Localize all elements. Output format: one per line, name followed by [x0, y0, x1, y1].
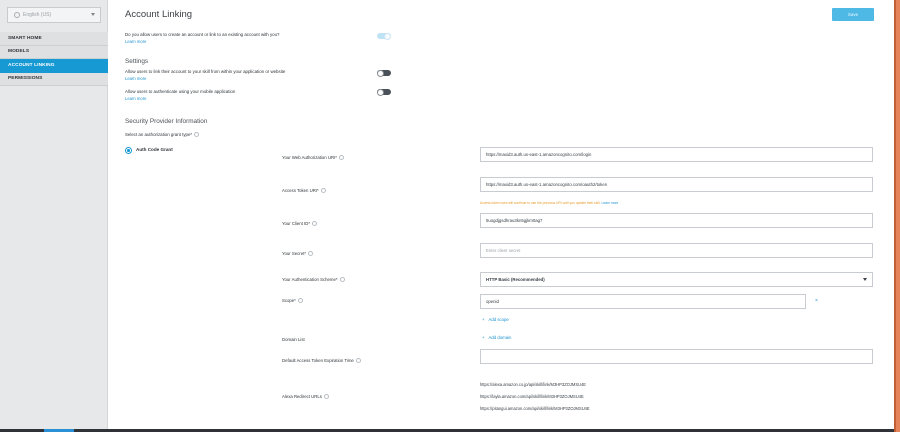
- link-from-app-option: [125, 69, 285, 81]
- expiration-label: [282, 358, 361, 363]
- settings-heading: Settings: [125, 58, 149, 65]
- chevron-down-icon: [91, 13, 95, 16]
- sidebar-item-models[interactable]: [0, 46, 108, 60]
- sidebar-item-label: MODELS: [8, 49, 30, 55]
- redirect-url-item: https://pitangui.amazon.com/api/skill/link/M3HP3ZOJMSU4E: [480, 406, 590, 411]
- window-right-edge: [894, 0, 900, 432]
- page-title: Account Linking: [125, 9, 193, 20]
- token-uri-warning-text: Access token uses will continue to use the previous URI until you update their skill.: [480, 201, 601, 205]
- info-icon[interactable]: [321, 188, 326, 193]
- scope-label-text: Scope*: [282, 298, 296, 303]
- sidebar-item-account-linking[interactable]: [0, 59, 108, 73]
- sidebar-item-permissions[interactable]: [0, 73, 108, 87]
- expiration-input[interactable]: [480, 349, 873, 364]
- client-id-label: [282, 221, 317, 226]
- language-select[interactable]: [7, 7, 101, 23]
- learn-more-link[interactable]: Learn more: [125, 96, 147, 101]
- info-icon[interactable]: [312, 221, 317, 226]
- language-select-value: English (US): [23, 12, 52, 18]
- secret-label: [282, 251, 313, 256]
- sidebar-item-label: ACCOUNT LINKING: [8, 62, 55, 68]
- client-id-label-text: Your Client ID*: [282, 221, 311, 226]
- info-icon[interactable]: [340, 277, 345, 282]
- grant-type-prompt: [125, 132, 199, 137]
- allow-linking-option: [125, 32, 280, 44]
- info-icon[interactable]: [356, 358, 361, 363]
- add-domain-label: Add domain: [488, 335, 512, 340]
- secret-input[interactable]: Enter client secret: [480, 243, 873, 258]
- token-uri-input[interactable]: https://maxid3.auth.us-east-1.amazoncognito.com/oauth2/token: [480, 177, 873, 192]
- add-scope-label: Add scope: [488, 317, 509, 322]
- expiration-label-text: Default Access Token Expiration Time: [282, 358, 354, 363]
- auth-uri-label-text: Your Web Authorization URI*: [282, 155, 337, 160]
- redirect-urls-label-text: Alexa Redirect URLs: [282, 394, 322, 399]
- auth-scheme-label: [282, 277, 345, 282]
- allow-linking-text: Do you allow users to create an account or link to an existing account with you?: [125, 32, 280, 37]
- sidebar-nav: [0, 32, 108, 86]
- info-icon[interactable]: [339, 155, 344, 160]
- learn-more-link[interactable]: Learn more: [125, 39, 147, 44]
- secret-label-text: Your Secret*: [282, 251, 306, 256]
- token-uri-label-text: Access Token URI*: [282, 188, 319, 193]
- chevron-down-icon: [863, 278, 867, 281]
- scope-input[interactable]: openid: [480, 294, 806, 309]
- mobile-auth-option: [125, 89, 235, 101]
- add-scope-link[interactable]: [482, 317, 509, 322]
- sidebar: [0, 0, 108, 429]
- close-icon[interactable]: ×: [815, 298, 818, 304]
- auth-uri-label: [282, 155, 344, 160]
- token-uri-label: [282, 188, 326, 193]
- allow-linking-toggle[interactable]: [377, 33, 391, 39]
- token-uri-warning: [480, 201, 618, 205]
- auth-uri-input[interactable]: https://maxid3.auth.us-east-1.amazoncognito.com/login: [480, 147, 873, 162]
- learn-more-link[interactable]: Learn more: [601, 201, 619, 205]
- learn-more-link[interactable]: Learn more: [125, 76, 147, 81]
- client-id-input[interactable]: 5uogdjgsdhrau3kn5gjkm0ag7: [480, 213, 873, 228]
- sidebar-item-label: SMART HOME: [8, 35, 42, 41]
- redirect-url-item: https://layla.amazon.com/api/skill/link/M3HP3ZOJMSU4E: [480, 394, 584, 399]
- save-button[interactable]: Save: [832, 8, 874, 21]
- auth-code-grant-label: Auth Code Grant: [136, 147, 173, 152]
- info-icon[interactable]: [298, 298, 303, 303]
- domain-list-label-text: Domain List: [282, 337, 305, 342]
- add-domain-link[interactable]: [482, 335, 511, 340]
- redirect-urls-label: [282, 394, 329, 399]
- globe-icon: [14, 12, 20, 18]
- mobile-auth-text: Allow users to authenticate using your mobile application: [125, 89, 236, 94]
- main-content: [108, 0, 894, 429]
- info-icon[interactable]: [194, 132, 199, 137]
- sidebar-item-label: PERMISSIONS: [8, 76, 43, 82]
- scope-label: [282, 298, 303, 303]
- auth-scheme-label-text: Your Authentication Scheme*: [282, 277, 338, 282]
- link-from-app-toggle[interactable]: [377, 70, 391, 76]
- sidebar-item-smart-home[interactable]: [0, 32, 108, 46]
- security-provider-heading: Security Provider Information: [125, 118, 208, 125]
- grant-type-prompt-text: Select an authorization grant type*: [125, 132, 193, 137]
- auth-code-grant-radio[interactable]: [125, 147, 132, 154]
- auth-scheme-select[interactable]: [480, 272, 873, 287]
- info-icon[interactable]: [324, 394, 329, 399]
- auth-scheme-select-value: HTTP Basic (Recommended): [486, 277, 545, 282]
- plus-icon: +: [482, 317, 485, 322]
- plus-icon: +: [482, 335, 485, 340]
- domain-list-label: [282, 337, 305, 342]
- link-from-app-text: Allow users to link their account to your skill from within your application or website: [125, 69, 286, 74]
- mobile-auth-toggle[interactable]: [377, 89, 391, 95]
- info-icon[interactable]: [308, 251, 313, 256]
- redirect-url-item: https://alexa.amazon.co.jp/api/skill/link/M3HP3ZOJMSU4E: [480, 382, 587, 387]
